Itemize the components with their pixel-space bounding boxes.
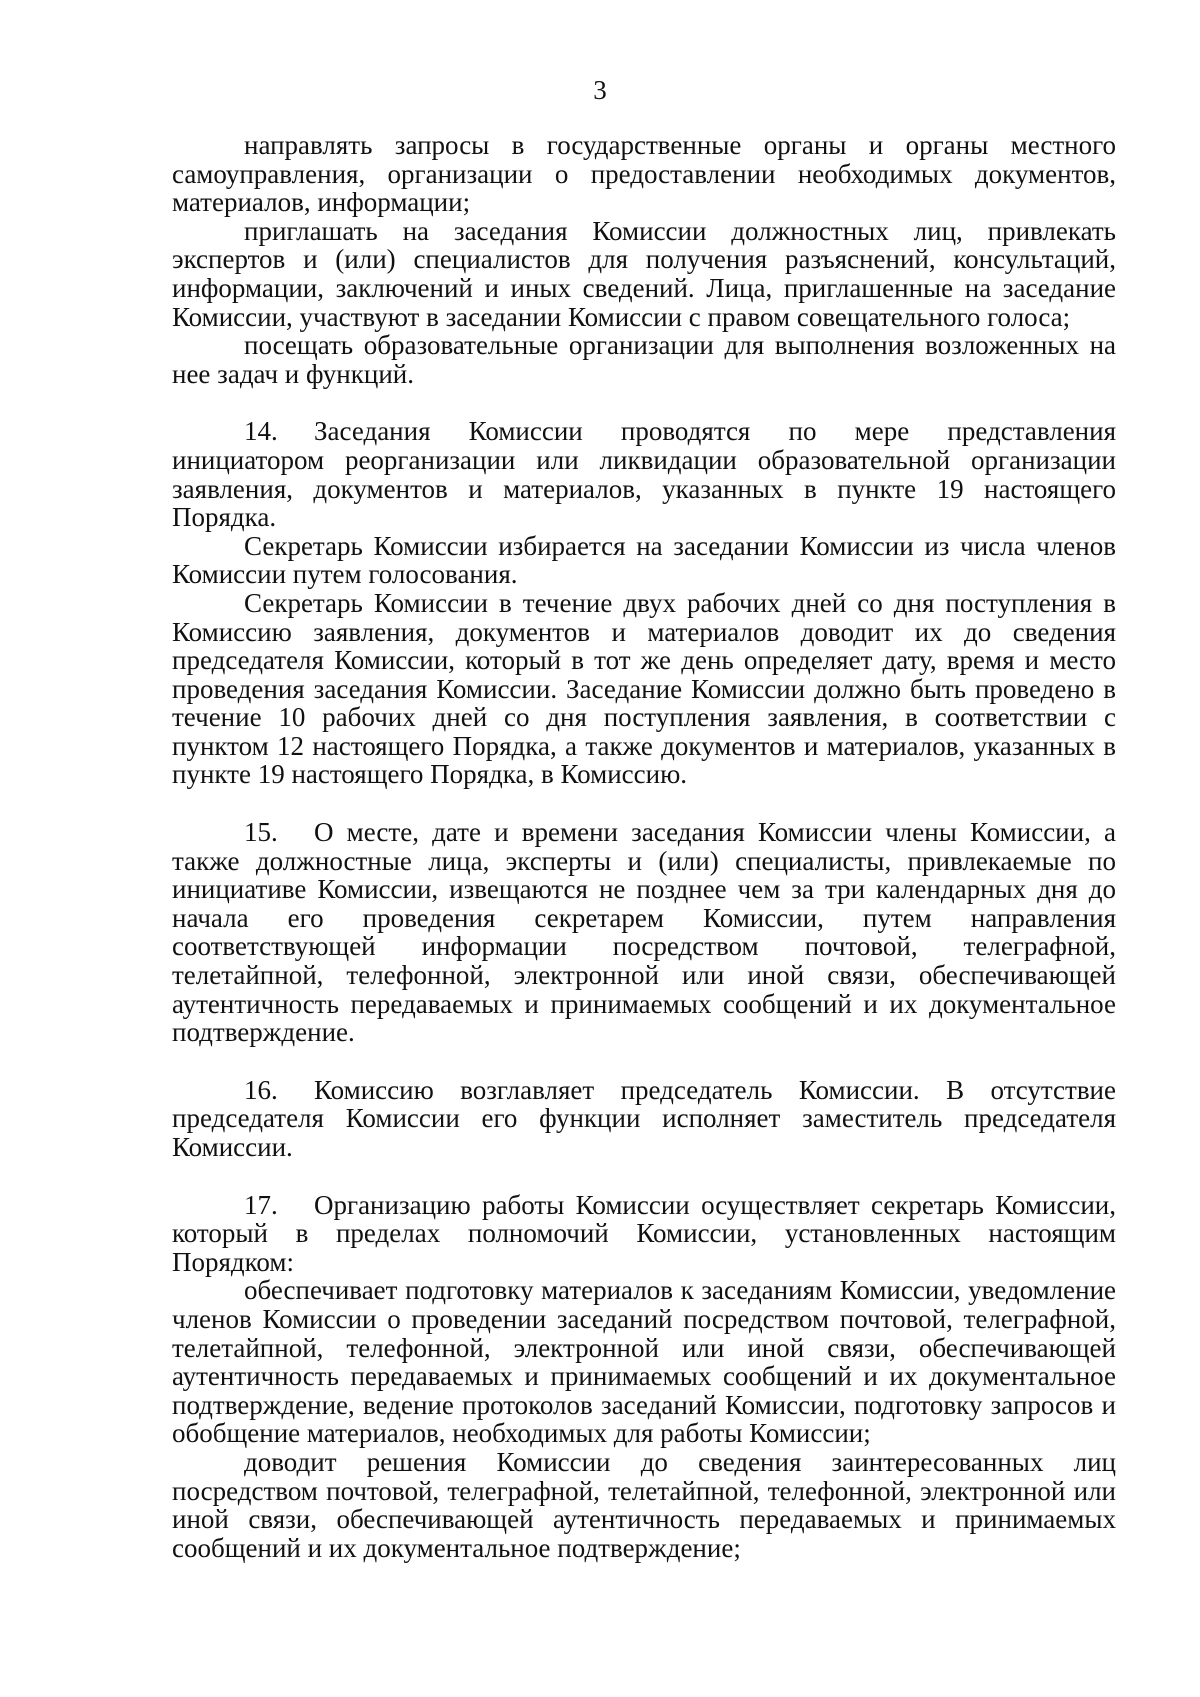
page-number: 3 — [593, 75, 607, 105]
paragraph-text: посещать образовательные организации для выполнения возложенных на нее задач и функций. — [172, 330, 1116, 389]
paragraph-text: Секретарь Комиссии избирается на заседании Комиссии из числа членов Комиссии путем голосования. — [172, 530, 1116, 590]
paragraph-invite-experts — [172, 217, 1116, 331]
paragraph-text: О месте, дате и времени заседания Комиссии члены Комиссии, а также должностные лица, эксперты и (или) специалисты, привлекаемые по инициативе Комиссии, извещаются не позднее чем за три календарных дня до начала его проведения секретарем Комиссии, путем направления соответствующей информации посредством почтовой, телеграфной, телетайпной, телефонной, электронной или иной связи, обеспечивающей аутентичность передаваемых и принимаемых сообщений и их документальное подтверждение. — [172, 817, 1116, 1048]
clause-number: 17. — [244, 1189, 278, 1220]
paragraph-text: обеспечивает подготовку материалов к заседаниям Комиссии, уведомление членов Комиссии о проведении заседаний посредством почтовой, телеграфной, телетайпной, телефонной, электронной или иной связи, обеспечивающей аутентичность передаваемых и принимаемых сообщений и их документальное подтверждение, ведение протоколов заседаний Комиссии, подготовку запросов и обобщение материалов, необходимых для работы Комиссии; — [172, 1275, 1116, 1449]
paragraph-prepares-materials — [172, 1276, 1116, 1448]
clause-16 — [172, 1076, 1116, 1162]
paragraph-text: приглашать на заседания Комиссии должностных лиц, привлекать экспертов и (или) специалистов для получения разъяснений, консультаций, информации, заключений и иных сведений. Лица, приглашенные на заседание Комиссии, участвуют в заседании Комиссии с правом совещательного голоса; — [172, 215, 1116, 332]
clause-14 — [172, 417, 1116, 531]
paragraph-secretary-duties — [172, 589, 1116, 789]
paragraph-text: Комиссию возглавляет председатель Комиссии. В отсутствие председателя Комиссии его функции исполняет заместитель председателя Комиссии. — [172, 1074, 1116, 1162]
paragraph-text: направлять запросы в государственные органы и органы местного самоуправления, организации о предоставлении необходимых документов, материалов, информации; — [172, 130, 1116, 218]
clause-15 — [172, 818, 1116, 1047]
paragraph-requests — [172, 131, 1116, 217]
clause-number: 15. — [244, 817, 278, 848]
document-body — [172, 131, 1116, 1562]
paragraph-text: Секретарь Комиссии в течение двух рабочих дней со дня поступления в Комиссию заявления, документов и материалов доводит их до сведения председателя Комиссии, который в тот же день определяет дату, время и место проведения заседания Комиссии. Заседание Комиссии должно быть проведено в течение 10 рабочих дней со дня поступления заявления, в соответствии с пунктом 12 настоящего Порядка, а также документов и материалов, указанных в пункте 19 настоящего Порядка, в Комиссию. — [172, 587, 1116, 790]
paragraph-text: доводит решения Комиссии до сведения заинтересованных лиц посредством почтовой, телеграфной, телетайпной, телефонной, электронной или иной связи, обеспечивающей аутентичность передаваемых и принимаемых сообщений и их документальное подтверждение; — [172, 1446, 1116, 1563]
clause-number: 16. — [244, 1074, 278, 1105]
paragraph-communicates-decisions — [172, 1448, 1116, 1562]
paragraph-text: Организацию работы Комиссии осуществляет секретарь Комиссии, который в пределах полномочий Комиссии, установленных настоящим Порядком: — [172, 1189, 1116, 1277]
paragraph-visit-organizations — [172, 331, 1116, 388]
clause-number: 14. — [244, 416, 278, 447]
clause-17 — [172, 1191, 1116, 1277]
paragraph-secretary-election — [172, 532, 1116, 589]
paragraph-text: Заседания Комиссии проводятся по мере представления инициатором реорганизации или ликвидации образовательной организации заявления, документов и материалов, указанных в пункте 19 настоящего Порядка. — [172, 416, 1116, 533]
